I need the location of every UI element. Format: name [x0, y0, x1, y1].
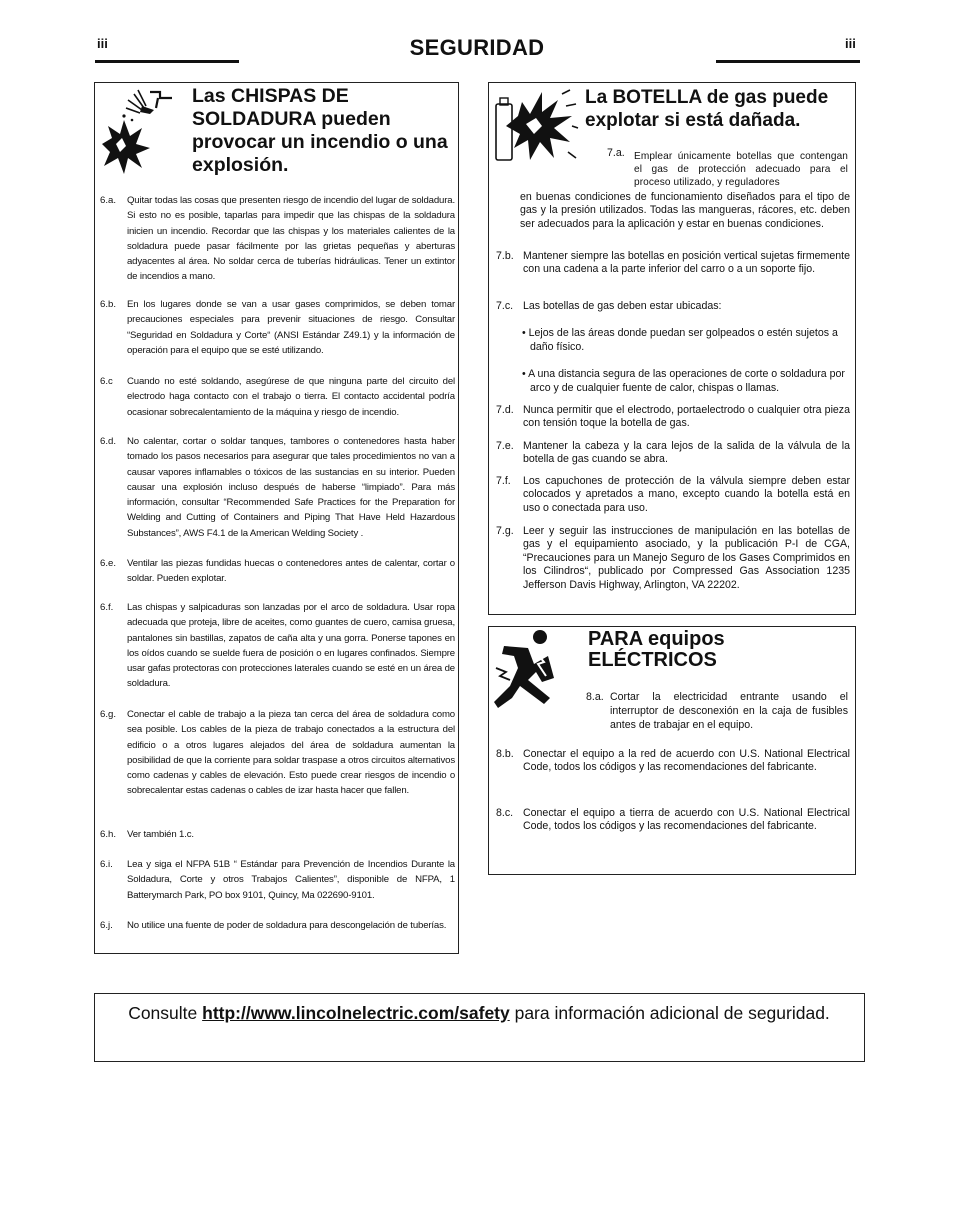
safety-link[interactable]: http://www.lincolnelectric.com/safety	[202, 1003, 510, 1023]
item-6b: 6.b. En los lugares donde se van a usar gases comprimidos, se deben tomar precauciones especiales para prevenir situaciones de riesgo. Consultar “Seguridad en Soldadura y Corte“ (ANSI Estándar Z49.1) y la información de operación para el equipo que se esté utilizando.	[100, 299, 455, 356]
bullet-7c-2: • A una distancia segura de las operaciones de corte o soldadura por arco y de cualquier fuente de calor, chispas o llamas.	[522, 368, 845, 394]
item-6i: 6.i. Lea y siga el NFPA 51B “ Estándar para Prevención de Incendios Durante la Soldadura, Corte y otros Trabajos Calientes”, disponible de NFPA, 1 Batterymarch Park, PO box 9101, Quincy, Ma 022690-9101.	[100, 859, 455, 901]
item-7g: 7.g. Leer y seguir las instrucciones de manipulación en las botellas de gas y el equipamiento asociado, y la publicación P-I de CGA, “Precauciones para un Manejo Seguro de los Gases Comprimidos en los Cilindros“, publicado por Compressed Gas Association 1235 Jefferson Davis Highway, Arlington, VA 22202.	[496, 525, 850, 591]
item-6d: 6.d. No calentar, cortar o soldar tanques, tambores o contenedores hasta haber tomado los pasos necesarios para asegurar que tales procedimientos no van a causar vapores inflamables o tóxicos de las sustancias en su interior. Pueden causar una explosión incluso después de haberse “limpiado”. Para más información, consultar “Recommended Safe Practices for the Preparation for Welding and Cutting of Containers and Piping That Have Held Hazardous Substances”, AWS F4.1 de la American Welding Society .	[100, 436, 455, 539]
gas-heading: La BOTELLA de gas puede explotar si está dañada.	[585, 87, 829, 131]
item-6g: 6.g. Conectar el cable de trabajo a la pieza tan cerca del área de soldadura como sea posible. Los cables de la pieza de trabajo conectados a la estructura del edificio o a otros lugares alejados del área de soldadura aumentan la posibilidad de que la corriente para soldar traspase a otros circuitos alternativos como cadenas y cables de elevación. Esto puede crear riesgos de incendio o sobrecalentar estas cadenas o cables de izar hasta hacer que fallen.	[100, 709, 455, 797]
item-8a-number: 8.a.	[586, 691, 604, 703]
item-7d: 7.d. Nunca permitir que el electrodo, portaelectrodo o cualquier otra pieza con tensión toque la botella de gas.	[496, 404, 850, 430]
item-7a-first: Emplear únicamente botellas que contengan el gas de protección adecuado para el proceso utilizado, y reguladores	[634, 151, 848, 189]
item-8b: 8.b. Conectar el equipo a la red de acuerdo con U.S. National Electrical Code, todos los códigos y las recomendaciones del fabricante.	[496, 748, 850, 774]
item-6c: 6.c Cuando no esté soldando, asegúrese de que ninguna parte del circuito del electrodo haga contacto con el trabajo o tierra. El contacto accidental podría ocasionar sobrecalentamiento de la máquina y riesgo de incendio.	[100, 376, 455, 418]
bullet-7c-1: • Lejos de las áreas donde puedan ser golpeados o estén sujetos a daño físico.	[522, 327, 838, 353]
item-7e: 7.e. Mantener la cabeza y la cara lejos de la salida de la válvula de la botella de gas cuando se abra.	[496, 440, 850, 466]
electrical-heading-line2: ELÉCTRICOS	[588, 649, 717, 671]
item-6j: 6.j. No utilice una fuente de poder de soldadura para descongelación de tuberías.	[100, 920, 447, 931]
item-8a	[586, 690, 848, 733]
item-6h: 6.h. Ver también 1.c.	[100, 829, 194, 840]
page-number-left: iii	[97, 36, 108, 51]
item-6a: 6.a. Quitar todas las cosas que presenten riesgo de incendio del lugar de soldadura. Si esto no es posible, taparlas para impedir que las chispas de la soldadura inicien un incendio. Recordar que las chispas y los materiales calientes de la soldadura puede pasar fácilmente por las grietas pequeñas y aberturas adyacentes al área. No soldar cerca de tuberías hidráulicas. Tener un extintor de incendios a mano.	[100, 195, 455, 283]
footer-suffix: para información adicional de seguridad.	[509, 1003, 830, 1023]
item-6e: 6.e. Ventilar las piezas fundidas huecas o contenedores antes de calentar, cortar o soldar. Pueden explotar.	[100, 558, 455, 585]
item-8a-text: Cortar la electricidad entrante usando el interruptor de desconexión en la caja de fusibles antes de trabajar en el equipo.	[610, 691, 848, 732]
item-7b: 7.b. Mantener siempre las botellas en posición vertical sujetas firmemente con una cadena a la parte inferior del carro o a un soporte fijo.	[496, 250, 850, 276]
electrical-heading	[588, 629, 788, 671]
item-7a-number: 7.a.	[607, 147, 625, 159]
footer-text	[96, 1000, 862, 1026]
page-title: SEGURIDAD	[409, 35, 545, 60]
item-6f: 6.f. Las chispas y salpicaduras son lanzadas por el arco de soldadura. Usar ropa adecuada que proteja, libre de aceites, como guantes de cuero, camisa gruesa, pantalones sin bastillas, zapatos de caña alta y una gorra. Ponerse tapones en los oídos cuando se suelde fuera de posición o en lugares confinados. Siempre usar gafas protectoras con protecciones laterales cuando se esté en un área de soldadura.	[100, 602, 455, 690]
electrical-heading-line1: PARA equipos	[588, 628, 725, 650]
item-8c: 8.c. Conectar el equipo a tierra de acuerdo con U.S. National Electrical Code, todos los códigos y las recomendaciones del fabricante.	[496, 807, 850, 833]
welding-spark-explosion-icon	[98, 86, 186, 178]
electric-shock-person-icon	[492, 628, 584, 710]
item-7f: 7.f. Los capuchones de protección de la válvula siempre deben estar colocados y apretados a mano, excepto cuando la botella está en uso o conectada para uso.	[496, 475, 850, 514]
footer-prefix: Consulte	[128, 1003, 203, 1023]
sparks-heading: Las CHISPAS DE SOLDADURA pueden provocar un incendio o una explosión.	[192, 85, 448, 176]
item-7a-rest: en buenas condiciones de funcionamiento diseñados para el tipo de gas y la presión utilizados. Todas las mangueras, rácores, etc. deben ser adecuados para la aplicación y estar en buenas condiciones.	[520, 191, 850, 230]
gas-cylinder-explosion-icon	[492, 86, 580, 166]
item-7c: 7.c. Las botellas de gas deben estar ubicadas:	[496, 300, 722, 312]
page-number-right: iii	[845, 36, 856, 51]
